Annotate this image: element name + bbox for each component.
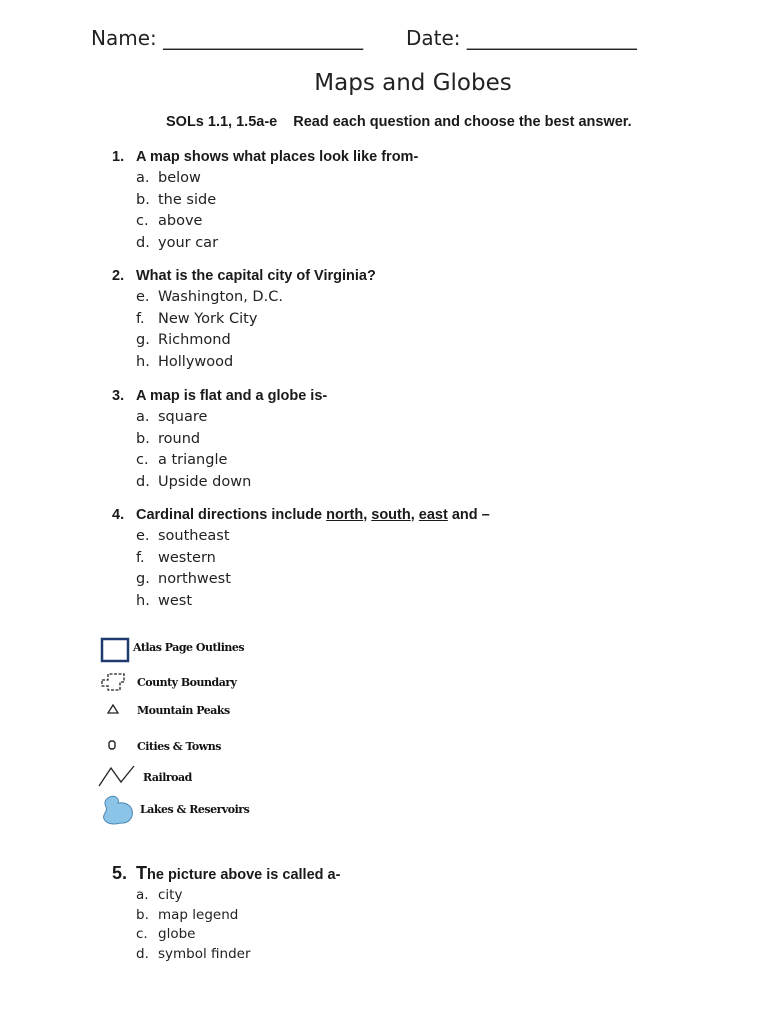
legend-label: Mountain Peaks (137, 704, 230, 717)
option-letter: g. (136, 332, 150, 348)
word-south: south (371, 507, 411, 523)
page-title: Maps and Globes (314, 70, 512, 96)
question-text-suffix: and – (447, 507, 490, 523)
question-number: 3. (112, 388, 125, 404)
instruction-text: Read each question and choose the best answer. (293, 114, 632, 130)
option-text: New York City (158, 310, 258, 327)
zigzag-line-icon (98, 764, 140, 790)
option-text: Washington, D.C. (158, 289, 283, 305)
option-letter: c. (136, 452, 149, 468)
answer-option[interactable] (112, 450, 327, 472)
option-text: Hollywood (158, 353, 234, 370)
option-text: the side (158, 191, 217, 208)
date-field-label: Date: _________________ (406, 26, 637, 50)
answer-options (112, 886, 340, 965)
answer-option[interactable] (112, 526, 490, 548)
question-stem (112, 504, 490, 526)
answer-option[interactable] (112, 190, 418, 212)
sols-instructions (166, 114, 632, 130)
option-letter: a. (136, 887, 149, 903)
question-1 (112, 146, 418, 254)
option-text: west (158, 592, 193, 609)
question-number: 1. (112, 149, 125, 165)
option-letter: a. (136, 409, 150, 425)
answer-options (112, 287, 376, 373)
answer-option[interactable] (112, 407, 327, 429)
option-letter: c. (136, 926, 148, 943)
option-letter: b. (136, 906, 149, 923)
answer-option[interactable] (112, 429, 327, 451)
answer-option[interactable] (112, 906, 340, 926)
option-letter: f. (136, 549, 145, 566)
name-field-label: Name: ____________________ (91, 26, 364, 50)
word-north: north (326, 507, 364, 523)
option-text: below (158, 170, 201, 186)
lake-blob-icon (100, 794, 138, 828)
question-number: 2. (112, 268, 125, 284)
separator: , (363, 507, 372, 523)
question-number: 4. (112, 507, 125, 523)
option-text: above (158, 213, 203, 229)
option-letter: g. (136, 571, 150, 587)
question-5 (112, 860, 340, 965)
question-text: A map is flat and a globe is- (136, 388, 328, 404)
option-text: northwest (158, 571, 231, 587)
legend-label: Cities & Towns (137, 740, 221, 753)
legend-label: Railroad (143, 771, 192, 784)
dashed-boundary-icon (98, 670, 128, 696)
question-stem (112, 385, 327, 407)
question-text-first-letter: T (136, 863, 147, 883)
option-letter: d. (136, 234, 150, 251)
option-letter: h. (136, 353, 150, 370)
answer-option[interactable] (112, 925, 340, 945)
option-text: map legend (158, 906, 239, 923)
answer-option[interactable] (112, 330, 376, 352)
answer-option[interactable] (112, 352, 376, 374)
answer-option[interactable] (112, 569, 490, 591)
legend-label: Atlas Page Outlines (133, 641, 245, 654)
option-text: Richmond (158, 332, 231, 348)
legend-label: Lakes & Reservoirs (140, 803, 250, 816)
answer-option[interactable] (112, 945, 340, 965)
answer-options (112, 168, 418, 254)
option-letter: d. (136, 473, 150, 490)
question-text: A map shows what places look like from- (136, 149, 419, 165)
legend-label: County Boundary (137, 676, 237, 689)
small-circle-icon (106, 738, 122, 754)
question-stem (112, 146, 418, 168)
answer-option[interactable] (112, 233, 418, 255)
option-letter: d. (136, 946, 149, 963)
option-text: globe (158, 926, 196, 943)
option-text: square (158, 409, 208, 425)
sols-code: SOLs 1.1, 1.5a-e (166, 114, 278, 130)
triangle-icon (106, 702, 122, 718)
option-letter: a. (136, 170, 150, 186)
option-text: symbol finder (158, 946, 251, 963)
option-text: round (158, 430, 201, 447)
answer-option[interactable] (112, 591, 490, 613)
option-text: your car (158, 234, 219, 251)
answer-option[interactable] (112, 548, 490, 570)
answer-options (112, 407, 327, 493)
answer-option[interactable] (112, 168, 418, 190)
question-stem (112, 265, 376, 287)
question-text: he picture above is called a- (147, 867, 341, 883)
option-letter: b. (136, 191, 150, 208)
question-number: 5. (112, 863, 128, 883)
answer-options (112, 526, 490, 612)
option-letter: c. (136, 213, 149, 229)
answer-option[interactable] (112, 886, 340, 906)
option-letter: e. (136, 289, 150, 305)
option-text: Upside down (158, 473, 252, 490)
answer-option[interactable] (112, 309, 376, 331)
answer-option[interactable] (112, 211, 418, 233)
question-3 (112, 385, 327, 493)
square-outline-icon (100, 637, 130, 665)
option-letter: h. (136, 592, 150, 609)
option-text: a triangle (158, 452, 228, 468)
option-letter: e. (136, 528, 150, 544)
option-letter: b. (136, 430, 150, 447)
question-text-prefix: Cardinal directions include (136, 507, 327, 523)
option-text: southeast (158, 528, 230, 544)
question-stem (112, 860, 340, 886)
word-east: east (418, 507, 448, 523)
option-text: city (158, 887, 183, 903)
question-4 (112, 504, 490, 612)
answer-option[interactable] (112, 472, 327, 494)
option-text: western (158, 549, 216, 566)
answer-option[interactable] (112, 287, 376, 309)
question-text: What is the capital city of Virginia? (136, 268, 376, 284)
option-letter: f. (136, 310, 145, 327)
question-2 (112, 265, 376, 373)
separator: , (410, 507, 419, 523)
